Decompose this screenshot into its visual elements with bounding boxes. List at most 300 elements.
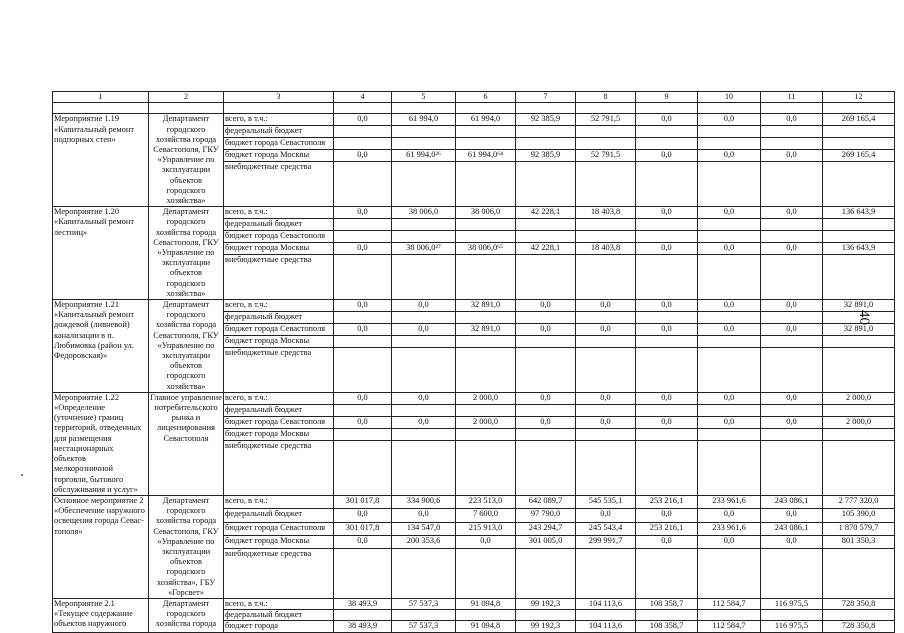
- amount-cell: [823, 610, 895, 621]
- amount-cell: [761, 428, 823, 440]
- amount-cell: [698, 404, 761, 416]
- amount-cell: [334, 549, 392, 599]
- funding-source-cell: федеральный бюджет: [224, 404, 334, 416]
- amount-cell: 108 358,7: [636, 621, 698, 632]
- funding-source-cell: бюджет города Севастополя: [224, 522, 334, 535]
- amount-cell: [392, 126, 456, 138]
- amount-cell: 0,0: [761, 300, 823, 312]
- amount-cell: [456, 428, 516, 440]
- amount-cell: [392, 336, 456, 348]
- amount-cell: [698, 428, 761, 440]
- amount-cell: 136 643,9: [823, 243, 895, 255]
- amount-cell: [516, 348, 576, 393]
- funding-source-cell: бюджет города Севастополя: [224, 231, 334, 243]
- page-number: 40: [856, 310, 872, 325]
- amount-cell: [392, 162, 456, 207]
- amount-cell: 334 900,6: [392, 495, 456, 508]
- amount-cell: [698, 126, 761, 138]
- funding-source-cell: внебюджетные средства: [224, 348, 334, 393]
- amount-cell: 2 000,0: [456, 416, 516, 428]
- funding-source-cell: федеральный бюджет: [224, 509, 334, 522]
- amount-cell: 61 994,0: [456, 114, 516, 126]
- event-name-cell: Мероприятие 1.19 «Капитальный ремонт подпорных стен»: [53, 114, 149, 207]
- amount-cell: 99 192,3: [516, 598, 576, 609]
- amount-cell: 32 891,0: [823, 300, 895, 312]
- amount-cell: [698, 348, 761, 393]
- amount-cell: [516, 162, 576, 207]
- amount-cell: 38 006,0: [392, 207, 456, 219]
- amount-cell: 233 961,6: [698, 522, 761, 535]
- amount-cell: 1 870 579,7: [823, 522, 895, 535]
- amount-cell: [636, 138, 698, 150]
- amount-cell: 0,0: [636, 300, 698, 312]
- amount-cell: [823, 404, 895, 416]
- department-cell: Департамент городского хозяйства города Севастополя, ГКУ «Управление по эксплуатации объектов городского хозяйства»: [149, 207, 224, 300]
- amount-cell: 545 535,1: [576, 495, 636, 508]
- amount-cell: 61 994,0²⁶: [392, 150, 456, 162]
- funding-source-cell: федеральный бюджет: [224, 610, 334, 621]
- amount-cell: 269 165,4: [823, 114, 895, 126]
- amount-cell: 112 584,7: [698, 598, 761, 609]
- amount-cell: [698, 255, 761, 300]
- amount-cell: [761, 404, 823, 416]
- budget-table: [52, 91, 895, 633]
- amount-cell: 104 113,6: [576, 598, 636, 609]
- amount-cell: [392, 440, 456, 495]
- amount-cell: 52 791,5: [576, 150, 636, 162]
- amount-cell: [698, 440, 761, 495]
- amount-cell: 0,0: [636, 392, 698, 404]
- amount-cell: 38 006,0: [456, 207, 516, 219]
- amount-cell: [576, 138, 636, 150]
- amount-cell: [576, 231, 636, 243]
- amount-cell: 104 113,6: [576, 621, 636, 632]
- amount-cell: [334, 336, 392, 348]
- amount-cell: 0,0: [576, 392, 636, 404]
- amount-cell: 245 543,4: [576, 522, 636, 535]
- amount-cell: [761, 231, 823, 243]
- amount-cell: 38 493,9: [334, 598, 392, 609]
- amount-cell: 0,0: [334, 392, 392, 404]
- funding-source-cell: федеральный бюджет: [224, 219, 334, 231]
- col-header: 5: [392, 92, 456, 103]
- department-cell: Департамент городского хозяйства города Севастополя, ГКУ «Управление по эксплуатации объектов городского хозяйства», ГБУ «Горсвет»: [149, 495, 224, 598]
- amount-cell: 801 350,3: [823, 535, 895, 548]
- amount-cell: 728 350,8: [823, 621, 895, 632]
- amount-cell: [636, 404, 698, 416]
- amount-cell: 0,0: [698, 324, 761, 336]
- amount-cell: [823, 162, 895, 207]
- amount-cell: [516, 549, 576, 599]
- amount-cell: [823, 231, 895, 243]
- amount-cell: [636, 231, 698, 243]
- amount-cell: [334, 610, 392, 621]
- funding-source-cell: федеральный бюджет: [224, 312, 334, 324]
- amount-cell: [456, 440, 516, 495]
- amount-cell: 0,0: [334, 509, 392, 522]
- amount-cell: 0,0: [698, 535, 761, 548]
- col-header: 1: [53, 92, 149, 103]
- amount-cell: [761, 336, 823, 348]
- amount-cell: 105 390,0: [823, 509, 895, 522]
- amount-cell: 0,0: [698, 207, 761, 219]
- amount-cell: [456, 549, 516, 599]
- amount-cell: 0,0: [761, 392, 823, 404]
- amount-cell: [761, 162, 823, 207]
- funding-source-cell: бюджет города Севастополя: [224, 324, 334, 336]
- amount-cell: [576, 312, 636, 324]
- amount-cell: 0,0: [636, 150, 698, 162]
- amount-cell: [698, 231, 761, 243]
- spacer-row: [53, 103, 895, 114]
- budget-table-sheet: [52, 91, 895, 633]
- amount-cell: [636, 610, 698, 621]
- amount-cell: 0,0: [516, 300, 576, 312]
- funding-source-cell: федеральный бюджет: [224, 126, 334, 138]
- amount-cell: 18 403,8: [576, 243, 636, 255]
- amount-cell: 0,0: [334, 324, 392, 336]
- amount-cell: [392, 138, 456, 150]
- amount-cell: 97 790,0: [516, 509, 576, 522]
- amount-cell: [698, 312, 761, 324]
- amount-cell: 32 891,0: [456, 300, 516, 312]
- col-header: 10: [698, 92, 761, 103]
- amount-cell: 728 350,8: [823, 598, 895, 609]
- amount-cell: [334, 126, 392, 138]
- amount-cell: 253 216,1: [636, 522, 698, 535]
- amount-cell: 642 089,7: [516, 495, 576, 508]
- amount-cell: [456, 312, 516, 324]
- amount-cell: 301 017,8: [334, 522, 392, 535]
- amount-cell: 0,0: [392, 324, 456, 336]
- funding-source-cell: всего, в т.ч.:: [224, 495, 334, 508]
- amount-cell: 0,0: [698, 392, 761, 404]
- amount-cell: [636, 549, 698, 599]
- col-header: 6: [456, 92, 516, 103]
- amount-cell: [392, 428, 456, 440]
- funding-source-cell: всего, в т.ч.:: [224, 207, 334, 219]
- amount-cell: [576, 428, 636, 440]
- amount-cell: 243 086,1: [761, 495, 823, 508]
- amount-cell: 233 961,6: [698, 495, 761, 508]
- amount-cell: 0,0: [698, 416, 761, 428]
- amount-cell: [456, 610, 516, 621]
- amount-cell: [576, 549, 636, 599]
- amount-cell: 0,0: [636, 114, 698, 126]
- event-name-cell: Мероприятие 1.20 «Капитальный ремонт лестниц»: [53, 207, 149, 300]
- col-header: 8: [576, 92, 636, 103]
- amount-cell: 0,0: [334, 535, 392, 548]
- amount-cell: [334, 428, 392, 440]
- amount-cell: [823, 255, 895, 300]
- amount-cell: 0,0: [392, 392, 456, 404]
- amount-cell: 0,0: [636, 207, 698, 219]
- amount-cell: 32 891,0: [456, 324, 516, 336]
- amount-cell: [334, 162, 392, 207]
- amount-cell: 299 991,7: [576, 535, 636, 548]
- amount-cell: 112 584,7: [698, 621, 761, 632]
- col-header: 7: [516, 92, 576, 103]
- amount-cell: 0,0: [698, 150, 761, 162]
- amount-cell: [576, 126, 636, 138]
- funding-source-cell: всего, в т.ч.:: [224, 300, 334, 312]
- amount-cell: [516, 336, 576, 348]
- department-cell: Департамент городского хозяйства города: [149, 598, 224, 632]
- amount-cell: 0,0: [576, 324, 636, 336]
- amount-cell: [334, 312, 392, 324]
- amount-cell: 0,0: [761, 535, 823, 548]
- col-header: 12: [823, 92, 895, 103]
- col-header: 4: [334, 92, 392, 103]
- amount-cell: [761, 440, 823, 495]
- amount-cell: 0,0: [456, 535, 516, 548]
- amount-cell: 42 228,1: [516, 243, 576, 255]
- amount-cell: [392, 219, 456, 231]
- event-name-cell: Мероприятие 1.22 «Определение (уточнение) границ территорий, отведенных для размещения нестационарных объектов мелкорозничной торговли, бытового обслуживания и услуг»: [53, 392, 149, 495]
- funding-source-cell: бюджет города Москвы: [224, 336, 334, 348]
- amount-cell: 61 994,0⁶⁴: [456, 150, 516, 162]
- amount-cell: [576, 255, 636, 300]
- amount-cell: 38 493,9: [334, 621, 392, 632]
- funding-source-cell: бюджет города Москвы: [224, 535, 334, 548]
- amount-cell: 2 000,0: [456, 392, 516, 404]
- amount-cell: [761, 348, 823, 393]
- amount-cell: [456, 404, 516, 416]
- amount-cell: [761, 219, 823, 231]
- amount-cell: [516, 610, 576, 621]
- amount-cell: [334, 440, 392, 495]
- funding-source-cell: всего, в т.ч.:: [224, 392, 334, 404]
- amount-cell: 2 000,0: [823, 392, 895, 404]
- amount-cell: [392, 610, 456, 621]
- table-row: [53, 114, 895, 126]
- amount-cell: 301 017,8: [334, 495, 392, 508]
- amount-cell: 52 791,5: [576, 114, 636, 126]
- amount-cell: [334, 348, 392, 393]
- amount-cell: [823, 549, 895, 599]
- amount-cell: 42 228,1: [516, 207, 576, 219]
- amount-cell: 0,0: [636, 416, 698, 428]
- amount-cell: [516, 404, 576, 416]
- table-row: [53, 207, 895, 219]
- amount-cell: [456, 348, 516, 393]
- amount-cell: [761, 610, 823, 621]
- amount-cell: [576, 440, 636, 495]
- amount-cell: 2 777 320,0: [823, 495, 895, 508]
- amount-cell: 92 385,9: [516, 114, 576, 126]
- funding-source-cell: внебюджетные средства: [224, 549, 334, 599]
- amount-cell: [334, 219, 392, 231]
- amount-cell: [636, 255, 698, 300]
- amount-cell: [761, 312, 823, 324]
- amount-cell: [334, 404, 392, 416]
- amount-cell: 2 000,0: [823, 416, 895, 428]
- amount-cell: 38 006,0²⁷: [392, 243, 456, 255]
- amount-cell: 0,0: [334, 114, 392, 126]
- amount-cell: 200 353,6: [392, 535, 456, 548]
- amount-cell: [516, 428, 576, 440]
- amount-cell: [576, 336, 636, 348]
- event-name-cell: Мероприятие 1.21 «Капитальный ремонт дождевой (ливневой) канализации в п. Любимовка (район ул. Федоровская)»: [53, 300, 149, 393]
- amount-cell: 116 975,5: [761, 598, 823, 609]
- amount-cell: 0,0: [334, 416, 392, 428]
- funding-source-cell: бюджет города Москвы: [224, 150, 334, 162]
- funding-source-cell: внебюджетные средства: [224, 255, 334, 300]
- amount-cell: [698, 336, 761, 348]
- amount-cell: 57 537,3: [392, 621, 456, 632]
- amount-cell: [636, 336, 698, 348]
- amount-cell: [334, 255, 392, 300]
- amount-cell: [576, 404, 636, 416]
- amount-cell: 0,0: [516, 324, 576, 336]
- event-name-cell: Основное мероприятие 2 «Обеспечение наружного освещения города Севас-тополя»: [53, 495, 149, 598]
- funding-source-cell: бюджет города Севастополя: [224, 416, 334, 428]
- amount-cell: 0,0: [576, 300, 636, 312]
- amount-cell: 0,0: [698, 243, 761, 255]
- amount-cell: 0,0: [761, 324, 823, 336]
- table-row: [53, 392, 895, 404]
- col-header: 9: [636, 92, 698, 103]
- amount-cell: [823, 138, 895, 150]
- funding-source-cell: всего, в т.ч.:: [224, 114, 334, 126]
- event-name-cell: Мероприятие 2.1 «Текущее содержание объектов наружного: [53, 598, 149, 632]
- amount-cell: 92 385,9: [516, 150, 576, 162]
- amount-cell: [456, 162, 516, 207]
- amount-cell: 0,0: [761, 150, 823, 162]
- amount-cell: 243 086,1: [761, 522, 823, 535]
- amount-cell: [823, 428, 895, 440]
- amount-cell: 116 975,5: [761, 621, 823, 632]
- funding-source-cell: бюджет города Москвы: [224, 243, 334, 255]
- amount-cell: [823, 126, 895, 138]
- department-cell: Департамент городского хозяйства города Севастополя, ГКУ «Управление по эксплуатации объектов городского хозяйства»: [149, 114, 224, 207]
- amount-cell: 253 216,1: [636, 495, 698, 508]
- amount-cell: 18 403,8: [576, 207, 636, 219]
- amount-cell: 0,0: [636, 509, 698, 522]
- amount-cell: [576, 348, 636, 393]
- amount-cell: [823, 348, 895, 393]
- amount-cell: 0,0: [761, 416, 823, 428]
- amount-cell: 0,0: [698, 300, 761, 312]
- amount-cell: 0,0: [334, 207, 392, 219]
- amount-cell: 57 537,3: [392, 598, 456, 609]
- amount-cell: [698, 138, 761, 150]
- amount-cell: [456, 231, 516, 243]
- amount-cell: 0,0: [392, 509, 456, 522]
- amount-cell: 215 913,0: [456, 522, 516, 535]
- amount-cell: [698, 610, 761, 621]
- amount-cell: 0,0: [698, 114, 761, 126]
- scan-speck: [21, 474, 23, 476]
- amount-cell: [456, 255, 516, 300]
- amount-cell: [456, 219, 516, 231]
- amount-cell: [576, 162, 636, 207]
- amount-cell: 0,0: [392, 300, 456, 312]
- amount-cell: 0,0: [761, 243, 823, 255]
- amount-cell: [636, 440, 698, 495]
- funding-source-cell: внебюджетные средства: [224, 162, 334, 207]
- amount-cell: [576, 610, 636, 621]
- amount-cell: 301 005,0: [516, 535, 576, 548]
- amount-cell: [761, 126, 823, 138]
- amount-cell: [636, 162, 698, 207]
- amount-cell: [636, 428, 698, 440]
- amount-cell: [761, 255, 823, 300]
- department-cell: Главное управление потребительского рынка и лицензирования Севастополя: [149, 392, 224, 495]
- amount-cell: [334, 231, 392, 243]
- amount-cell: 38 006,0⁶⁵: [456, 243, 516, 255]
- amount-cell: [456, 126, 516, 138]
- amount-cell: [823, 440, 895, 495]
- amount-cell: [456, 336, 516, 348]
- amount-cell: 243 294,7: [516, 522, 576, 535]
- amount-cell: 0,0: [761, 207, 823, 219]
- amount-cell: 0,0: [576, 509, 636, 522]
- amount-cell: 0,0: [334, 150, 392, 162]
- amount-cell: 7 600,0: [456, 509, 516, 522]
- amount-cell: 0,0: [334, 243, 392, 255]
- amount-cell: [761, 138, 823, 150]
- amount-cell: 134 547,0: [392, 522, 456, 535]
- amount-cell: 0,0: [636, 243, 698, 255]
- table-row: [53, 598, 895, 609]
- funding-source-cell: внебюджетные средства: [224, 440, 334, 495]
- amount-cell: [516, 312, 576, 324]
- amount-cell: [516, 138, 576, 150]
- funding-source-cell: бюджет города Москвы: [224, 428, 334, 440]
- amount-cell: [698, 162, 761, 207]
- column-number-row: [53, 92, 895, 103]
- amount-cell: 91 094,8: [456, 598, 516, 609]
- amount-cell: 91 094,8: [456, 621, 516, 632]
- col-header: 3: [224, 92, 334, 103]
- amount-cell: 0,0: [334, 300, 392, 312]
- amount-cell: 269 165,4: [823, 150, 895, 162]
- amount-cell: [516, 255, 576, 300]
- amount-cell: [636, 126, 698, 138]
- amount-cell: [392, 312, 456, 324]
- amount-cell: 0,0: [761, 509, 823, 522]
- department-cell: Департамент городского хозяйства города Севастополя, ГКУ «Управление по эксплуатации объектов городского хозяйства»: [149, 300, 224, 393]
- amount-cell: 0,0: [698, 509, 761, 522]
- col-header: 2: [149, 92, 224, 103]
- funding-source-cell: бюджет города Севастополя: [224, 138, 334, 150]
- amount-cell: [516, 231, 576, 243]
- amount-cell: 32 891,0: [823, 324, 895, 336]
- amount-cell: 108 358,7: [636, 598, 698, 609]
- funding-source-cell: бюджет города: [224, 621, 334, 632]
- amount-cell: [516, 440, 576, 495]
- col-header: 11: [761, 92, 823, 103]
- amount-cell: [516, 219, 576, 231]
- amount-cell: [392, 348, 456, 393]
- amount-cell: 99 192,3: [516, 621, 576, 632]
- amount-cell: [576, 219, 636, 231]
- amount-cell: [392, 255, 456, 300]
- amount-cell: [823, 336, 895, 348]
- amount-cell: [636, 312, 698, 324]
- amount-cell: [761, 549, 823, 599]
- amount-cell: [636, 348, 698, 393]
- table-row: [53, 495, 895, 508]
- amount-cell: [698, 549, 761, 599]
- amount-cell: 61 994,0: [392, 114, 456, 126]
- amount-cell: 223 513,0: [456, 495, 516, 508]
- amount-cell: [392, 404, 456, 416]
- funding-source-cell: всего, в т.ч.:: [224, 598, 334, 609]
- amount-cell: 0,0: [761, 114, 823, 126]
- amount-cell: 0,0: [636, 324, 698, 336]
